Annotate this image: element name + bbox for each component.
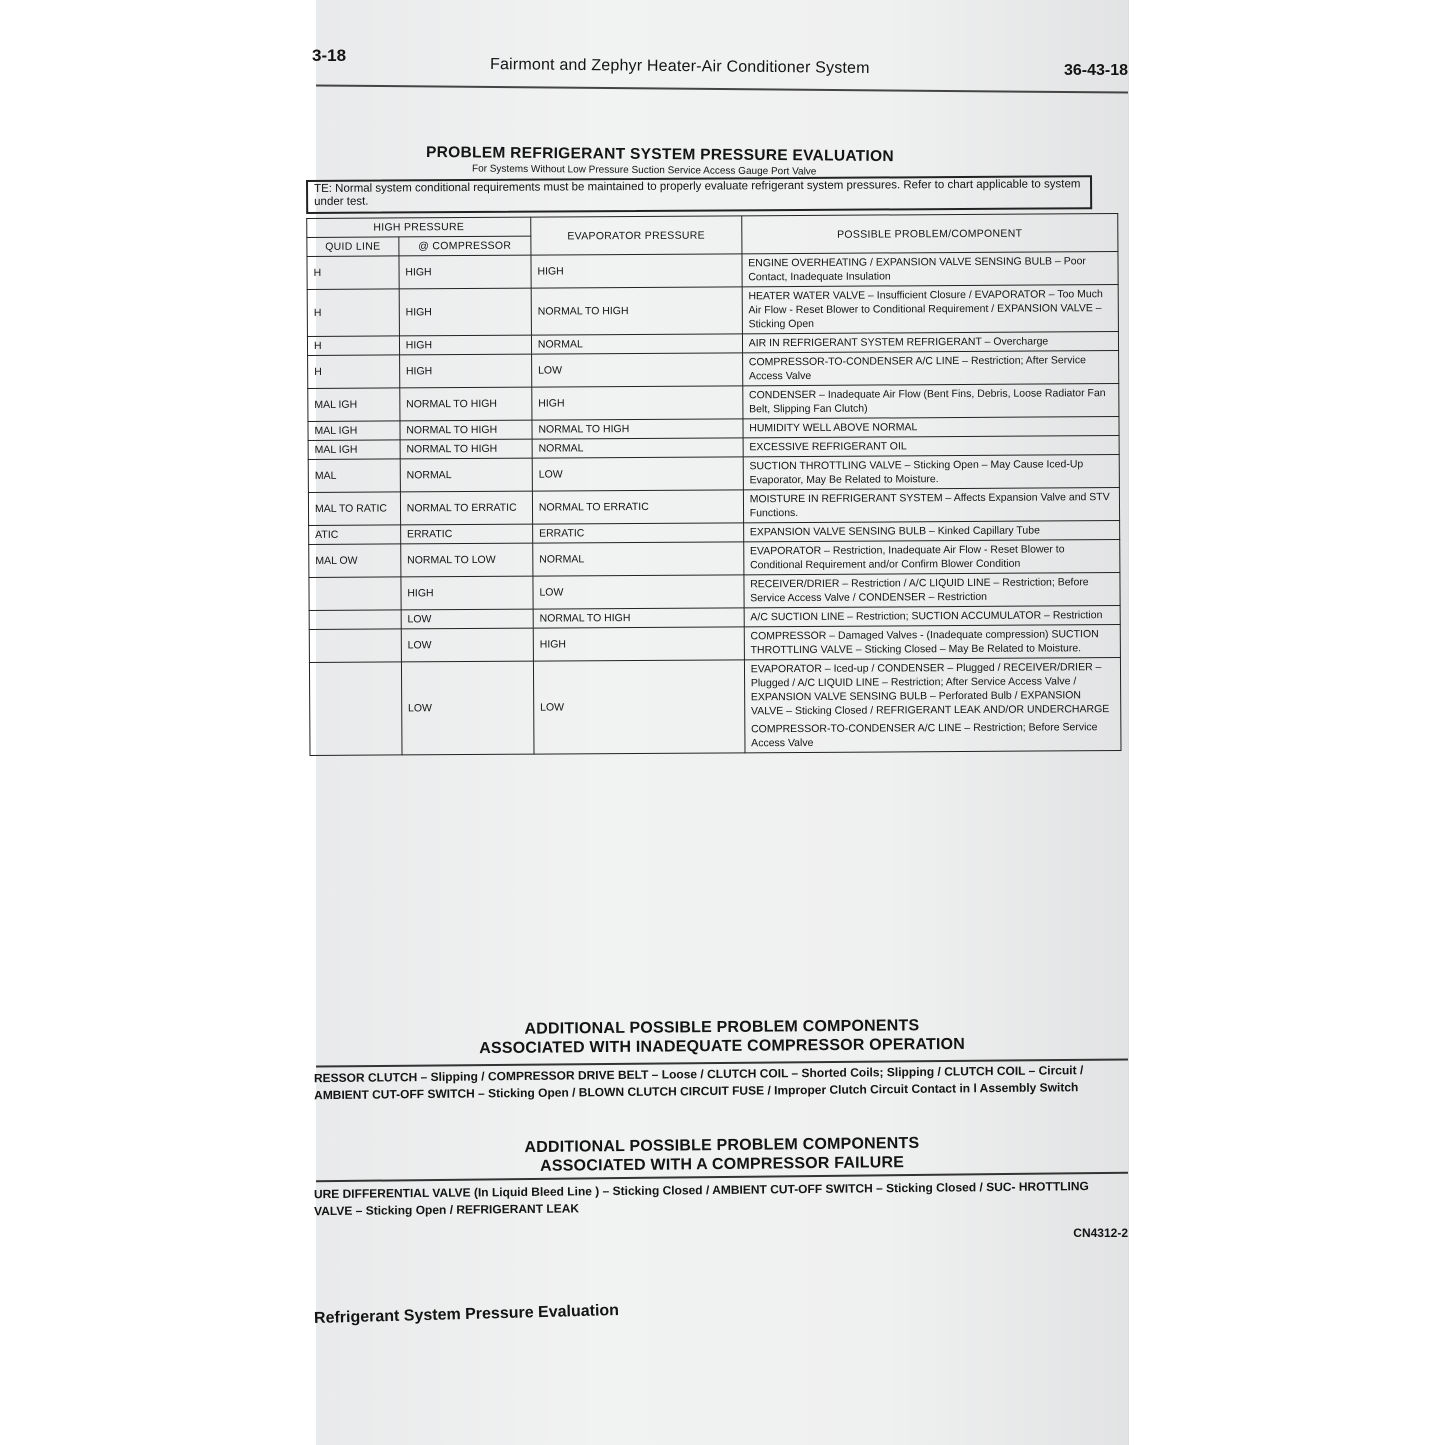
evaporator-pressure-cell-text: LOW <box>538 364 563 377</box>
compressor-pressure-cell <box>400 458 532 492</box>
problem-component-cell <box>743 488 1119 523</box>
problem-header: POSSIBLE PROBLEM/COMPONENT <box>741 214 1118 254</box>
compressor-pressure-cell <box>400 439 532 459</box>
liquid-line-cell <box>309 525 401 545</box>
compressor-pressure-cell <box>401 543 533 577</box>
liquid-line-cell <box>308 492 400 526</box>
liquid-line-cell-text: H <box>313 306 322 319</box>
problem-component-cell <box>742 285 1119 334</box>
evaporator-pressure-cell-text: LOW <box>538 468 563 481</box>
liquid-line-cell-text: ATIC <box>315 528 339 541</box>
compressor-pressure-cell-text: LOW <box>407 613 432 626</box>
compressor-pressure-cell-text: LOW <box>407 639 432 652</box>
compressor-pressure-cell <box>401 661 534 755</box>
table-body <box>307 252 1121 756</box>
table-row <box>308 351 1119 389</box>
problem-component-cell-text: HEATER WATER VALVE – Insufficient Closure / EVAPORATOR – Too Much Air Flow - Reset Blower to Conditional Requirement / EXPANSION VALVE – Sticking Open <box>748 288 1103 331</box>
compressor-pressure-cell-text: HIGH <box>405 339 433 352</box>
problem-component-cell <box>743 417 1119 438</box>
problem-component-cell-text: SUCTION THROTTLING VALVE – Sticking Open – May Cause Iced-Up Evaporator, May Be Related to Moisture. <box>749 458 1084 487</box>
table-row <box>308 384 1119 422</box>
liquid-line-cell <box>309 629 401 663</box>
evaporator-pressure-cell <box>531 334 742 354</box>
liquid-line-cell-text: MAL IGH <box>314 424 358 437</box>
additional-heading-line2: ASSOCIATED WITH INADEQUATE COMPRESSOR OPERATION <box>479 1035 966 1058</box>
problem-component-cell-text: COMPRESSOR-TO-CONDENSER A/C LINE – Restriction; After Service Access Valve <box>748 354 1086 383</box>
problem-component-cell <box>743 540 1119 575</box>
table-subtitle: For Systems Without Low Pressure Suction Service Access Gauge Port Valve <box>471 163 817 178</box>
problem-component-cell-text: MOISTURE IN REFRIGERANT SYSTEM – Affects Expansion Valve and STV Functions. <box>749 491 1110 520</box>
problem-component-cell <box>742 384 1118 419</box>
problem-component-cell <box>744 573 1120 608</box>
compressor-pressure-cell-text: NORMAL TO HIGH <box>406 423 498 437</box>
problem-component-cell <box>744 606 1120 627</box>
problem-component-cell <box>743 521 1119 542</box>
table-row <box>309 573 1120 611</box>
compressor-pressure-cell <box>401 628 533 662</box>
additional-heading-line1: ADDITIONAL POSSIBLE PROBLEM COMPONENTS <box>524 1134 920 1157</box>
liquid-line-cell-text: MAL OW <box>315 554 358 567</box>
additional-text-inadequate: RESSOR CLUTCH – Slipping / COMPRESSOR DRIVE BELT – Loose / CLUTCH COIL – Shorted Coils; Slipping / CLUTCH COIL – Circuit / AMBIENT CUT-OFF SWITCH – Sticking Open / BLOWN CLUTCH CIRCUIT FUSE / Improper Clutch Circuit Contact in l Assembly Switch <box>313 1063 1084 1103</box>
problem-component-cell-text: HUMIDITY WELL ABOVE NORMAL <box>749 421 918 435</box>
table-title: PROBLEM REFRIGERANT SYSTEM PRESSURE EVALUATION <box>425 143 895 166</box>
compressor-pressure-cell <box>399 335 531 355</box>
evaporator-pressure-cell-text: HIGH <box>539 638 567 651</box>
problem-component-cell <box>743 436 1119 457</box>
liquid-line-cell <box>307 289 399 337</box>
table-row <box>307 252 1118 290</box>
liquid-line-cell-text: MAL <box>314 469 337 482</box>
compressor-pressure-cell <box>401 609 533 629</box>
pressure-evaluation-table <box>306 213 1121 756</box>
evaporator-pressure-cell-text: NORMAL <box>538 442 584 455</box>
header-rule <box>316 84 1128 93</box>
problem-component-cell-text: A/C SUCTION LINE – Restriction; SUCTION ACCUMULATOR – Restriction <box>750 609 1103 624</box>
high-pressure-header: HIGH PRESSURE <box>307 217 531 237</box>
evaporator-pressure-cell-text: NORMAL TO HIGH <box>538 423 630 436</box>
table-note: TE: Normal system conditional requirements must be maintained to properly evaluate refrigerant system pressures. Refer to chart applicable to system under test. <box>306 175 1092 214</box>
compressor-pressure-cell-text: NORMAL <box>406 469 452 482</box>
evaporator-pressure-cell-text: NORMAL TO ERRATIC <box>538 500 649 514</box>
figure-code: CN4312-2 <box>1073 1226 1128 1240</box>
compressor-pressure-cell-text: NORMAL TO HIGH <box>406 397 498 411</box>
additional-heading-line1: ADDITIONAL POSSIBLE PROBLEM COMPONENTS <box>524 1017 920 1038</box>
evaporator-pressure-cell <box>532 419 743 439</box>
figure-caption: Refrigerant System Pressure Evaluation <box>313 1302 620 1327</box>
problem-component-cell <box>744 658 1121 753</box>
compressor-pressure-cell <box>400 491 532 525</box>
evaporator-pressure-cell <box>532 386 743 420</box>
liquid-line-cell-text: H <box>314 365 322 378</box>
compressor-pressure-cell-text: NORMAL TO ERRATIC <box>406 501 517 515</box>
liquid-line-cell <box>309 544 401 578</box>
compressor-pressure-cell-text: HIGH <box>407 587 434 600</box>
problem-component-cell <box>743 455 1119 490</box>
compressor-pressure-cell <box>400 524 532 544</box>
additional-heading-failure <box>316 1132 1128 1179</box>
page-number-left: 3-18 <box>312 46 347 65</box>
evaporator-pressure-cell <box>531 353 742 387</box>
evaporator-pressure-cell <box>532 490 743 524</box>
liquid-line-cell <box>309 610 401 630</box>
problem-component-cell-text: EVAPORATOR – Restriction, Inadequate Air Flow - Reset Blower to Conditional Requirement and/or Confirm Blower Condition <box>749 543 1065 572</box>
evaporator-pressure-cell-text: ERRATIC <box>539 527 585 540</box>
problem-component-cell-text: AIR IN REFRIGERANT SYSTEM REFRIGERANT – Overcharge <box>748 335 1049 350</box>
evaporator-pressure-cell <box>533 660 744 754</box>
liquid-line-cell <box>308 459 400 493</box>
additional-heading-line2: ASSOCIATED WITH A COMPRESSOR FAILURE <box>540 1154 905 1175</box>
problem-component-cell <box>742 332 1118 353</box>
liquid-line-cell-text: MAL IGH <box>314 398 358 411</box>
evaporator-pressure-cell-text: HIGH <box>538 397 565 410</box>
evaporator-pressure-cell-text: LOW <box>539 586 564 599</box>
problem-component-cell <box>742 252 1118 287</box>
evaporator-pressure-cell-text: NORMAL <box>539 553 585 566</box>
liquid-line-cell-text: MAL TO RATIC <box>314 502 388 515</box>
problem-component-cell-text: COMPRESSOR-TO-CONDENSER A/C LINE – Restriction; Before Service Access Valve <box>751 721 1098 750</box>
compressor-pressure-cell-text: LOW <box>407 702 432 715</box>
additional-heading-inadequate <box>316 1014 1128 1059</box>
problem-component-cell <box>742 351 1118 386</box>
page-edge <box>1128 0 1129 1445</box>
liquid-line-cell <box>307 256 399 290</box>
page-header-title: Fairmont and Zephyr Heater-Air Conditioner System <box>489 56 870 77</box>
evaporator-pressure-cell-text: NORMAL <box>537 338 583 351</box>
table-row <box>307 285 1118 337</box>
page-number-right: 36-43-18 <box>1063 62 1128 79</box>
problem-component-cell-text: ENGINE OVERHEATING / EXPANSION VALVE SENSING BULB – Poor Contact, Inadequate Insulation <box>748 255 1086 284</box>
table-row <box>309 625 1120 663</box>
compressor-pressure-cell <box>399 354 531 388</box>
liquid-line-cell <box>308 355 400 389</box>
compressor-pressure-cell-text: HIGH <box>405 266 432 279</box>
liquid-line-cell-text: H <box>313 339 322 352</box>
compressor-pressure-cell-text: NORMAL TO LOW <box>407 553 496 567</box>
liquid-line-cell <box>308 388 400 422</box>
evaporator-pressure-cell-text: NORMAL TO HIGH <box>539 612 631 625</box>
evaporator-pressure-cell <box>532 457 743 491</box>
table-row <box>308 455 1119 493</box>
liquid-line-header: QUID LINE <box>307 237 399 257</box>
document-page <box>312 0 1128 1445</box>
liquid-line-cell <box>309 577 401 611</box>
evaluation-table-wrapper <box>306 175 1120 756</box>
compressor-header: @ COMPRESSOR <box>399 236 531 256</box>
evaporator-pressure-cell <box>533 542 744 576</box>
compressor-pressure-cell <box>399 255 531 289</box>
compressor-pressure-cell-text: NORMAL TO HIGH <box>406 442 498 456</box>
problem-component-cell-text: CONDENSER – Inadequate Air Flow (Bent Fins, Debris, Loose Radiator Fan Belt, Slipping Fan Clutch) <box>749 387 1106 416</box>
problem-component-cell-text: RECEIVER/DRIER – Restriction / A/C LIQUID LINE – Restriction; Before Service Access Valve / CONDENSER – Restriction <box>750 576 1089 605</box>
evaporator-pressure-cell-text: NORMAL TO HIGH <box>537 305 629 318</box>
problem-component-cell-text: EXPANSION VALVE SENSING BULB – Kinked Capillary Tube <box>749 524 1040 539</box>
liquid-line-cell <box>307 336 399 356</box>
liquid-line-cell-text: MAL IGH <box>314 443 358 456</box>
evaporator-pressure-cell-text: LOW <box>540 701 565 714</box>
compressor-pressure-cell <box>400 420 532 440</box>
evaporator-pressure-cell <box>533 608 744 628</box>
compressor-pressure-cell-text: HIGH <box>405 365 433 378</box>
evaporator-pressure-cell <box>531 254 742 288</box>
evaporator-pressure-cell-text: HIGH <box>537 265 564 278</box>
compressor-pressure-cell <box>401 576 533 610</box>
liquid-line-cell <box>309 662 401 756</box>
evaporator-pressure-cell <box>533 627 744 661</box>
compressor-pressure-cell <box>400 387 532 421</box>
evaporator-header: EVAPORATOR PRESSURE <box>531 216 742 255</box>
problem-component-cell <box>744 625 1120 660</box>
evaporator-pressure-cell <box>533 575 744 609</box>
table-row <box>308 488 1119 526</box>
liquid-line-cell <box>308 421 400 441</box>
compressor-pressure-cell <box>399 288 531 336</box>
evaporator-pressure-cell <box>531 287 742 335</box>
compressor-pressure-cell-text: ERRATIC <box>406 528 453 541</box>
liquid-line-cell <box>308 440 400 460</box>
problem-component-cell-text: EXCESSIVE REFRIGERANT OIL <box>749 440 907 454</box>
additional-text-failure: URE DIFFERENTIAL VALVE (In Liquid Bleed Line ) – Sticking Closed / AMBIENT CUT-OFF SWITCH – Sticking Closed / SUC- HROTTLING VALVE – Sticking Open / REFRIGERANT LEAK <box>313 1179 1089 1219</box>
evaporator-pressure-cell <box>533 523 744 543</box>
problem-component-cell-text: COMPRESSOR – Damaged Valves - (Inadequate compression) SUCTION THROTTLING VALVE – Sticking Closed – May Be Related to Moisture. <box>750 628 1099 657</box>
compressor-pressure-cell-text: HIGH <box>405 306 432 319</box>
table-row <box>309 540 1120 578</box>
problem-component-cell-text: EVAPORATOR – Iced-up / CONDENSER – Plugged / RECEIVER/DRIER – Plugged / A/C LIQUID LINE – Restriction; After Service Access Valve / EXPANSION VALVE SENSING BULB – Perforated Bulb / EXPANSION VALVE – Sticking Closed / REFRIGERANT LEAK AND/OR UNDERCHARGE <box>750 661 1110 718</box>
liquid-line-cell-text: H <box>313 266 322 279</box>
table-row <box>309 658 1121 756</box>
evaporator-pressure-cell <box>532 438 743 458</box>
